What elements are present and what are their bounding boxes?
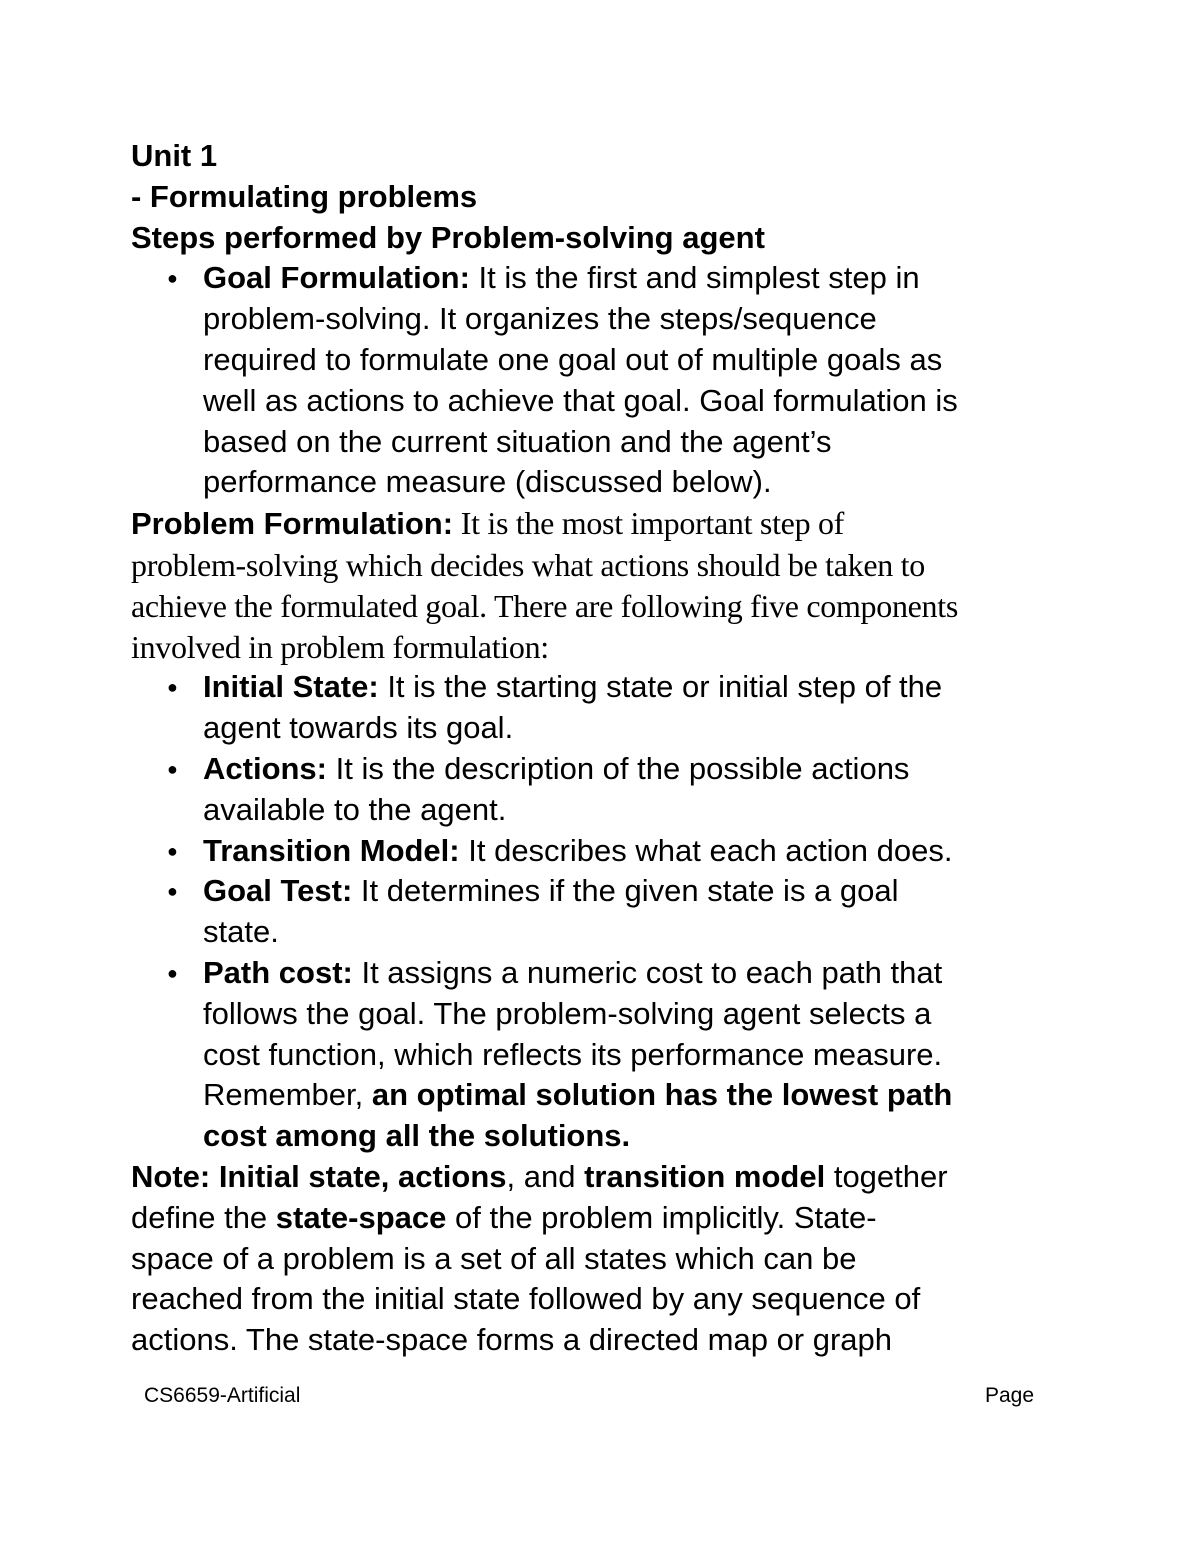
footer-page-label: Page — [985, 1384, 1035, 1407]
problem-formulation-paragraph: Problem Formulation: It is the most important step of problem-solving which decides what actions should be taken to achieve the formulated goal. There are following five components involved in problem formulation: — [131, 505, 959, 665]
goal-formulation-term: Goal Formulation: — [203, 260, 470, 296]
bullet-icon: ● — [167, 758, 178, 779]
component-goal-test: ● Goal Test: It determines if the given state is a goal state. — [167, 873, 899, 950]
component-actions: ● Actions: It is the description of the possible actions available to the agent. — [167, 750, 910, 827]
section-heading: - Formulating problems — [131, 178, 478, 214]
bullet-icon: ● — [167, 677, 178, 698]
component-transition-model: ● Transition Model: It describes what each action does. — [131, 831, 1076, 872]
bullet-icon: ● — [167, 881, 178, 902]
unit-heading: Unit 1 — [131, 138, 218, 173]
document-body — [131, 136, 1076, 1361]
goal-formulation-item: ● Goal Formulation: It is the first and simplest step in problem-solving. It organizes the steps/sequence required to formulate one goal out of multiple goals as well as actions to achieve that goal. Goal formulation is based on the current situation and the agent’s performance measure (discussed below). — [167, 260, 958, 500]
bullet-icon: ● — [167, 268, 178, 289]
component-path-cost: ● Path cost: It assigns a numeric cost to each path that follows the goal. The problem-solving agent selects a cost function, which reflects its performance measure. Remember, an optimal solution has the lowest path cost among all the solutions. — [167, 954, 953, 1154]
bullet-icon: ● — [167, 962, 178, 983]
steps-heading: Steps performed by Problem-solving agent — [131, 219, 765, 255]
problem-formulation-term: Problem Formulation: — [131, 506, 454, 542]
footer-course-label: CS6659-Artificial — [144, 1384, 301, 1407]
bullet-icon: ● — [167, 840, 178, 861]
component-initial-state: ● Initial State: It is the starting state or initial step of the agent towards its goal. — [167, 669, 943, 746]
note-paragraph: Note: Initial state, actions, and transition model together define the state-space of the problem implicitly. State- space of a problem is a set of all states which can be reached from the initial state followed by any sequence of actions. The state-space forms a directed map or graph — [131, 1158, 948, 1358]
